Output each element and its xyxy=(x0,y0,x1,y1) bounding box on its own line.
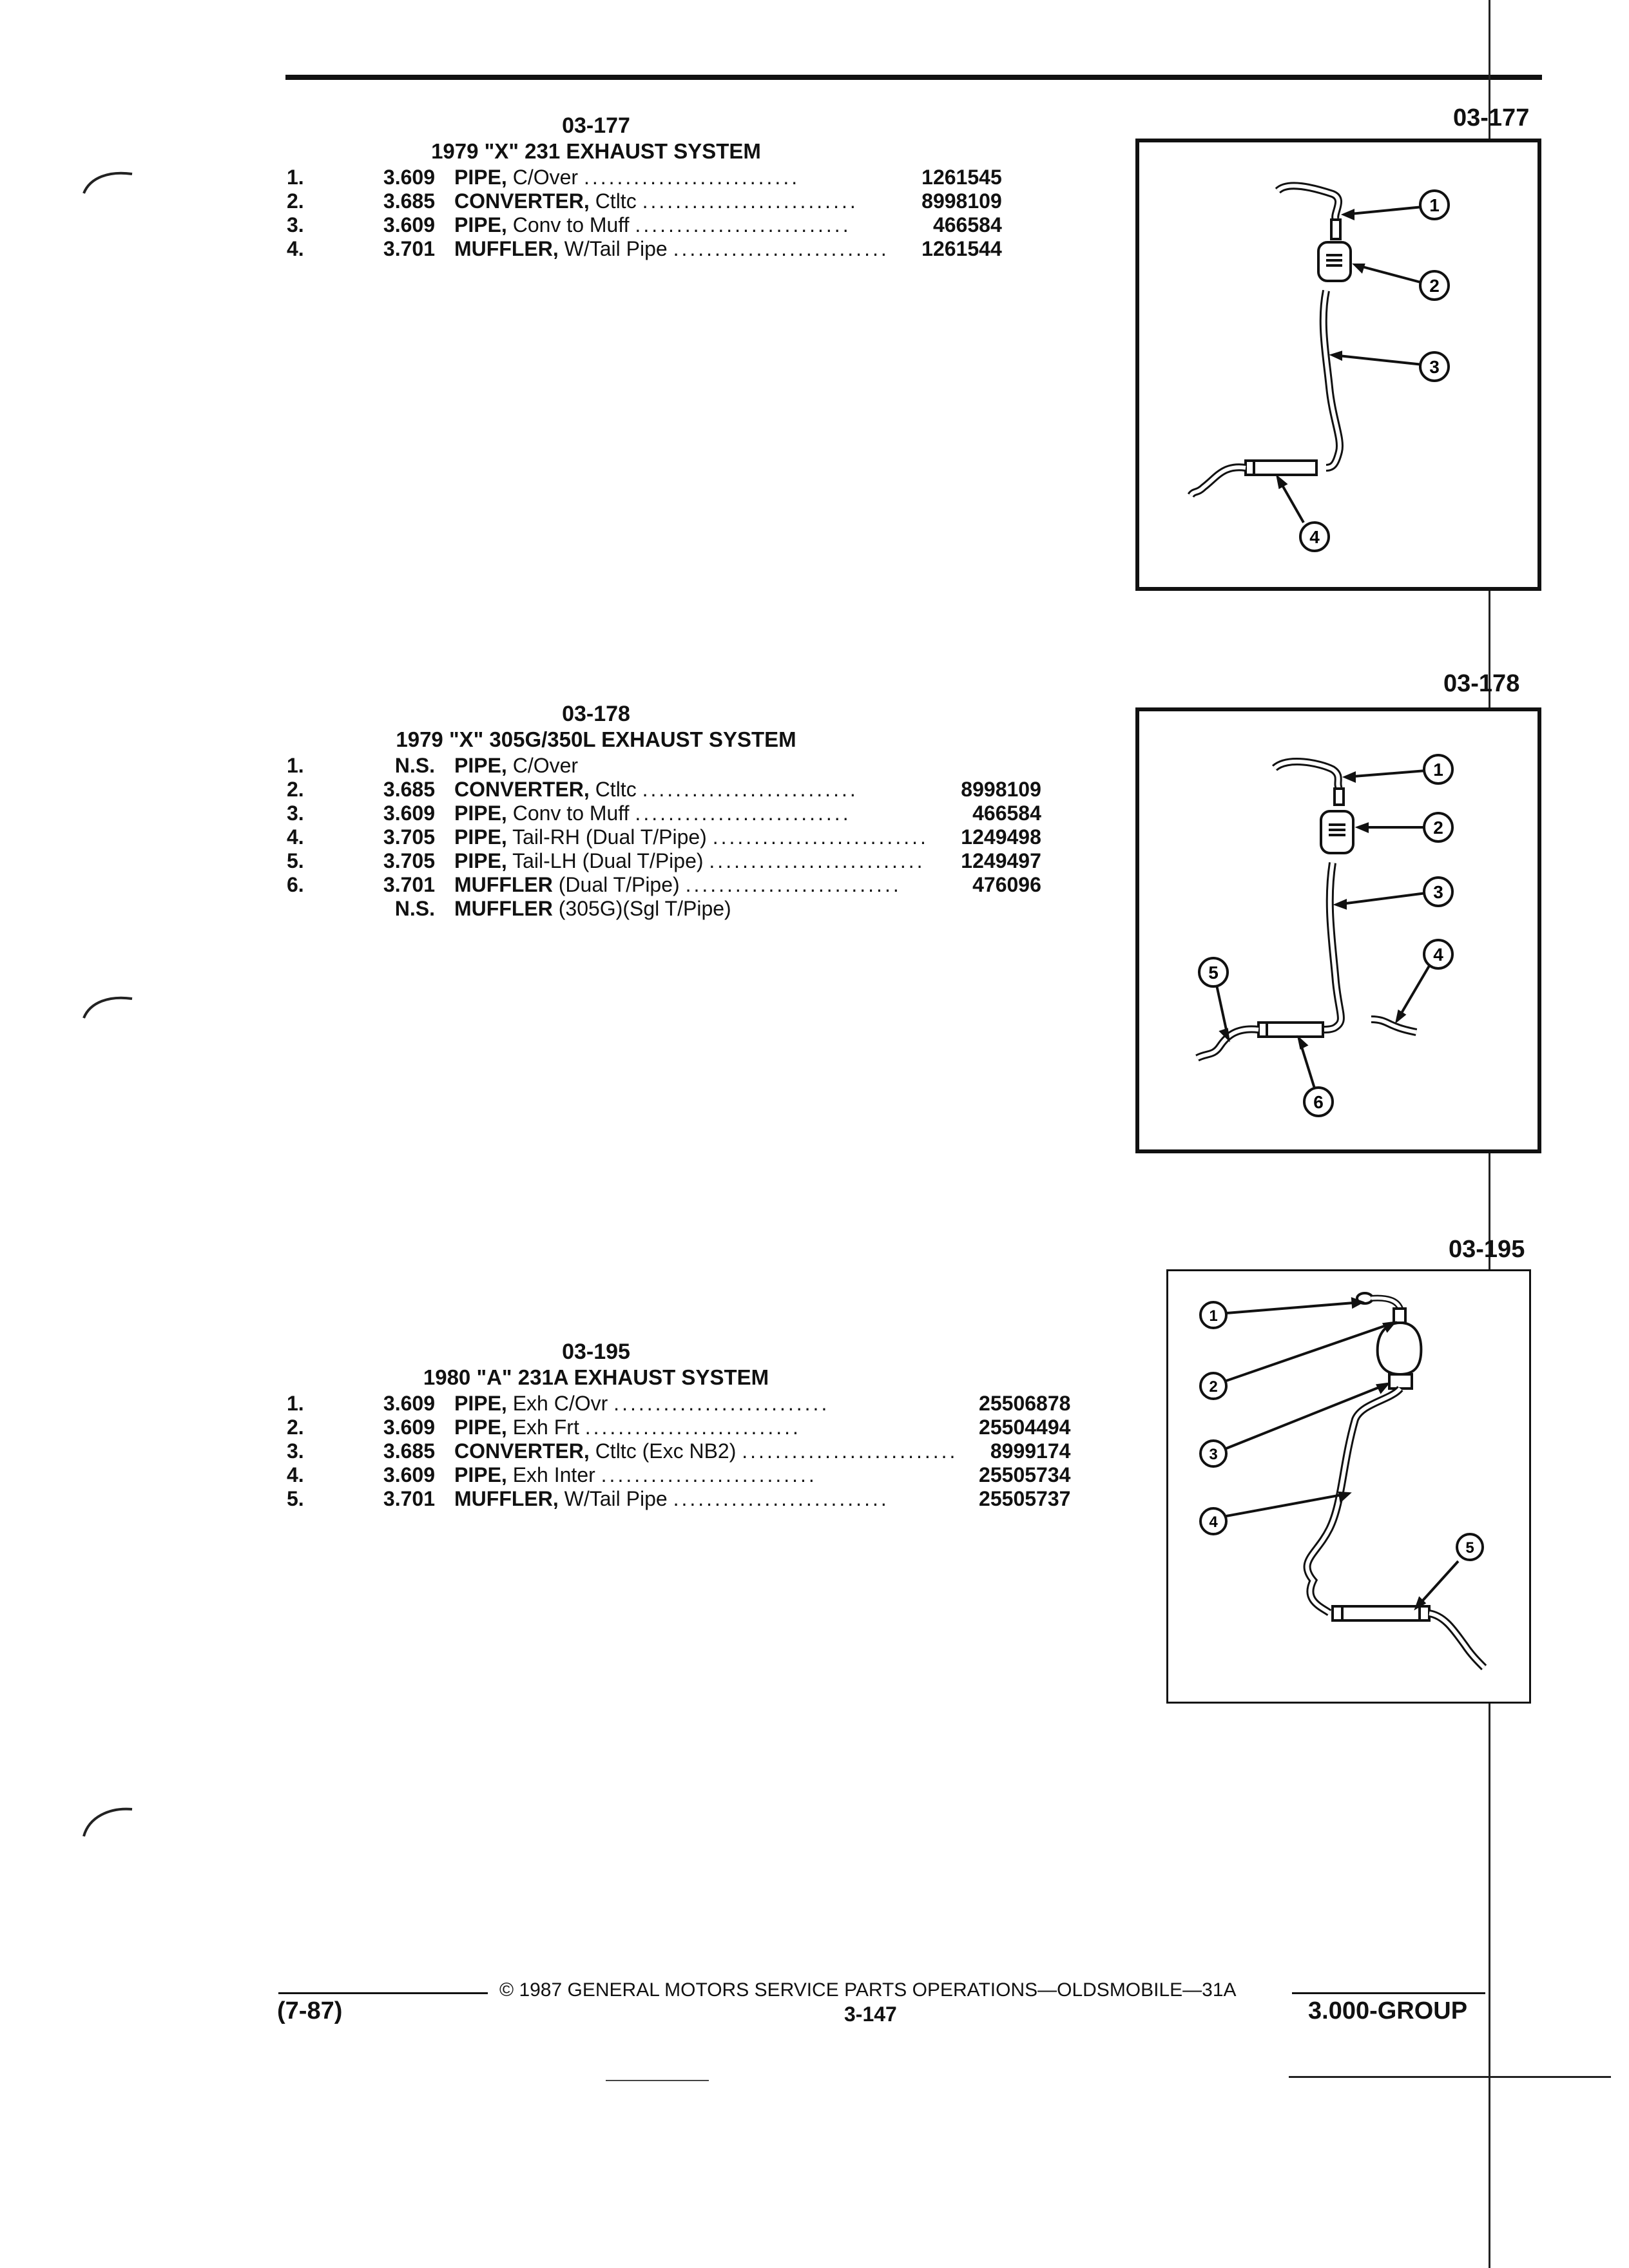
part-name: MUFFLER, xyxy=(454,1487,559,1510)
leader-dots: .......................... xyxy=(742,1439,958,1463)
part-description xyxy=(454,873,929,897)
svg-text:3: 3 xyxy=(1209,1446,1218,1463)
binding-mark xyxy=(77,986,142,1024)
part-name: PIPE, xyxy=(454,825,507,849)
part-row xyxy=(287,754,1041,778)
part-detail: Ctltc xyxy=(595,778,637,801)
part-number: 1261544 xyxy=(921,237,1002,260)
part-name: PIPE, xyxy=(454,802,507,825)
part-row xyxy=(287,1487,1070,1511)
part-description xyxy=(454,825,929,849)
part-description xyxy=(454,897,929,921)
part-number: 476096 xyxy=(972,873,1041,896)
leader-dots: .......................... xyxy=(712,825,929,849)
svg-text:3: 3 xyxy=(1433,882,1443,902)
parts-table xyxy=(287,166,1002,261)
section-03-177 xyxy=(271,113,1002,261)
figure-03-195 xyxy=(1166,1269,1531,1704)
part-detail: (Dual T/Pipe) xyxy=(558,873,680,896)
callout-5 xyxy=(1199,958,1228,986)
group-code: 3.685 xyxy=(383,189,435,213)
group-code: 3.705 xyxy=(383,849,435,872)
part-detail: C/Over xyxy=(512,754,579,777)
part-description xyxy=(454,802,929,825)
exhaust-diagram xyxy=(1139,711,1537,1149)
part-name: PIPE, xyxy=(454,754,507,777)
part-row xyxy=(287,189,1002,213)
binding-mark xyxy=(77,161,142,200)
parts-table xyxy=(287,1392,1070,1511)
exhaust-diagram xyxy=(1139,142,1537,587)
svg-text:4: 4 xyxy=(1309,527,1320,547)
leader-dots: .......................... xyxy=(583,166,800,189)
item-number: 4. xyxy=(287,825,304,849)
item-number xyxy=(287,897,342,921)
part-row xyxy=(287,825,1041,849)
svg-text:4: 4 xyxy=(1209,1514,1218,1531)
item-number: 2. xyxy=(287,189,304,213)
svg-text:6: 6 xyxy=(1313,1092,1324,1112)
part-name: MUFFLER xyxy=(454,873,553,896)
group-code: 3.609 xyxy=(383,166,435,189)
part-detail: Ctltc (Exc NB2) xyxy=(595,1439,737,1463)
part-number: 8998109 xyxy=(921,189,1002,213)
part-number: 25505737 xyxy=(979,1487,1071,1510)
footer-rule-right xyxy=(1292,1992,1485,1994)
footer-rule-left xyxy=(278,1992,488,1994)
figure-label: 03-178 xyxy=(1443,670,1520,697)
part-row xyxy=(287,1392,1070,1416)
group-code: N.S. xyxy=(394,754,435,777)
item-number: 4. xyxy=(287,237,304,260)
leader-dots: .......................... xyxy=(635,213,851,236)
part-name: CONVERTER, xyxy=(454,189,590,213)
svg-text:5: 5 xyxy=(1208,963,1219,983)
part-number: 466584 xyxy=(932,213,1002,236)
part-detail: Conv to Muff xyxy=(512,802,630,825)
item-number: 6. xyxy=(287,873,304,896)
part-number: 1261545 xyxy=(921,166,1002,189)
copyright-text: © 1987 GENERAL MOTORS SERVICE PARTS OPERATIONS—OLDSMOBILE—31A xyxy=(499,1979,1237,2001)
top-rule xyxy=(285,75,1542,80)
callout-1 xyxy=(1424,755,1452,783)
callout-3 xyxy=(1424,878,1452,906)
part-number: 25506878 xyxy=(979,1392,1071,1415)
group-label: 3.000-GROUP xyxy=(1308,1997,1468,2024)
section-title: 1979 "X" 305G/350L EXHAUST SYSTEM xyxy=(396,727,796,751)
part-detail: Exh C/Ovr xyxy=(512,1392,608,1415)
svg-text:1: 1 xyxy=(1209,1307,1218,1325)
exhaust-diagram xyxy=(1168,1271,1529,1702)
callout-3 xyxy=(1420,352,1449,381)
leader-dots: .......................... xyxy=(642,778,858,801)
figure-03-177 xyxy=(1135,139,1541,591)
section-code: 03-195 xyxy=(562,1340,630,1364)
part-description xyxy=(454,213,889,237)
svg-text:2: 2 xyxy=(1433,818,1443,838)
part-name: MUFFLER, xyxy=(454,237,559,260)
binding-mark xyxy=(77,1791,142,1843)
callout-1 xyxy=(1200,1302,1226,1328)
item-number: 4. xyxy=(287,1463,304,1486)
item-number: 2. xyxy=(287,778,304,801)
part-row xyxy=(287,213,1002,237)
item-number: 1. xyxy=(287,1392,304,1415)
part-description xyxy=(454,1487,958,1511)
bottom-mark xyxy=(606,2080,709,2081)
part-number: 25504494 xyxy=(979,1416,1071,1439)
part-detail: Exh Frt xyxy=(512,1416,579,1439)
section-title: 1980 "A" 231A EXHAUST SYSTEM xyxy=(423,1365,769,1389)
group-code: N.S. xyxy=(394,897,435,920)
part-number: 25505734 xyxy=(979,1463,1071,1486)
part-name: CONVERTER, xyxy=(454,1439,590,1463)
callout-5 xyxy=(1457,1534,1483,1560)
item-number: 3. xyxy=(287,1439,304,1463)
item-number: 5. xyxy=(287,849,304,872)
group-code: 3.701 xyxy=(383,1487,435,1510)
svg-text:1: 1 xyxy=(1429,195,1440,215)
part-row xyxy=(287,849,1041,873)
part-description xyxy=(454,1392,958,1416)
item-number: 5. xyxy=(287,1487,304,1510)
part-detail: Ctltc xyxy=(595,189,637,213)
item-number: 1. xyxy=(287,166,304,189)
section-code: 03-178 xyxy=(562,702,630,726)
part-number xyxy=(929,897,1041,921)
leader-dots: .......................... xyxy=(673,1487,889,1510)
part-description xyxy=(454,849,929,873)
leader-dots: .......................... xyxy=(635,802,851,825)
group-code: 3.685 xyxy=(383,1439,435,1463)
part-detail: (305G)(Sgl T/Pipe) xyxy=(558,897,731,920)
parts-table xyxy=(287,754,1041,921)
part-row xyxy=(287,778,1041,802)
svg-text:2: 2 xyxy=(1429,276,1440,296)
callout-4 xyxy=(1200,1508,1226,1534)
section-03-195 xyxy=(271,1339,1070,1511)
part-name: PIPE, xyxy=(454,1463,507,1486)
part-detail: Conv to Muff xyxy=(512,213,630,236)
part-row xyxy=(287,897,1041,921)
callout-3 xyxy=(1200,1441,1226,1466)
item-number: 1. xyxy=(287,754,304,777)
leader-dots: .......................... xyxy=(613,1392,830,1415)
group-code: 3.685 xyxy=(383,778,435,801)
part-row xyxy=(287,802,1041,825)
callout-6 xyxy=(1304,1088,1333,1116)
svg-text:2: 2 xyxy=(1209,1378,1218,1396)
part-description xyxy=(454,189,889,213)
bottom-rule xyxy=(1289,2076,1611,2078)
part-description xyxy=(454,237,889,261)
part-row xyxy=(287,1439,1070,1463)
figure-03-178 xyxy=(1135,707,1541,1153)
callout-2 xyxy=(1420,271,1449,300)
part-detail: C/Over xyxy=(512,166,579,189)
item-number: 3. xyxy=(287,213,304,236)
part-row xyxy=(287,1463,1070,1487)
group-code: 3.701 xyxy=(383,873,435,896)
part-number xyxy=(929,754,1041,778)
part-detail: W/Tail Pipe xyxy=(564,1487,668,1510)
leader-dots: .......................... xyxy=(709,849,925,872)
part-description xyxy=(454,754,929,778)
group-code: 3.609 xyxy=(383,1416,435,1439)
part-detail: Tail-LH (Dual T/Pipe) xyxy=(512,849,704,872)
part-number: 8999174 xyxy=(990,1439,1071,1463)
part-number: 1249497 xyxy=(961,849,1041,872)
part-description xyxy=(454,1416,958,1439)
part-name: PIPE, xyxy=(454,1416,507,1439)
group-code: 3.609 xyxy=(383,802,435,825)
part-row xyxy=(287,237,1002,261)
svg-text:3: 3 xyxy=(1429,357,1440,377)
part-detail: Exh Inter xyxy=(512,1463,595,1486)
item-number: 2. xyxy=(287,1416,304,1439)
part-row xyxy=(287,166,1002,189)
leader-dots: .......................... xyxy=(685,873,901,896)
page-number: 3-147 xyxy=(844,2003,897,2026)
part-number: 466584 xyxy=(972,802,1041,825)
item-number: 3. xyxy=(287,802,304,825)
svg-text:1: 1 xyxy=(1433,760,1443,780)
part-name: PIPE, xyxy=(454,1392,507,1415)
section-code: 03-177 xyxy=(562,113,630,138)
group-code: 3.701 xyxy=(383,237,435,260)
group-code: 3.609 xyxy=(383,1463,435,1486)
part-row xyxy=(287,1416,1070,1439)
group-code: 3.609 xyxy=(383,213,435,236)
revision-date: (7-87) xyxy=(277,1997,343,2024)
part-number: 8998109 xyxy=(961,778,1041,801)
part-number: 1249498 xyxy=(961,825,1041,849)
part-description xyxy=(454,166,889,189)
figure-label: 03-177 xyxy=(1453,104,1530,131)
leader-dots: .......................... xyxy=(584,1416,801,1439)
part-description xyxy=(454,1463,958,1487)
part-detail: W/Tail Pipe xyxy=(564,237,668,260)
part-name: MUFFLER xyxy=(454,897,553,920)
part-description xyxy=(454,1439,958,1463)
callout-2 xyxy=(1424,813,1452,841)
leader-dots: .......................... xyxy=(673,237,889,260)
callout-2 xyxy=(1200,1373,1226,1399)
group-code: 3.609 xyxy=(383,1392,435,1415)
section-03-178 xyxy=(271,701,1041,921)
callout-4 xyxy=(1300,523,1329,551)
leader-dots: .......................... xyxy=(601,1463,817,1486)
leader-dots: .......................... xyxy=(642,189,858,213)
part-row xyxy=(287,873,1041,897)
part-name: CONVERTER, xyxy=(454,778,590,801)
section-title: 1979 "X" 231 EXHAUST SYSTEM xyxy=(431,139,761,163)
part-name: PIPE, xyxy=(454,166,507,189)
part-name: PIPE, xyxy=(454,849,507,872)
callout-4 xyxy=(1424,940,1452,968)
svg-text:5: 5 xyxy=(1465,1539,1474,1557)
part-name: PIPE, xyxy=(454,213,507,236)
svg-text:4: 4 xyxy=(1433,945,1443,965)
part-description xyxy=(454,778,929,802)
callout-1 xyxy=(1420,191,1449,219)
figure-label: 03-195 xyxy=(1449,1236,1525,1263)
part-detail: Tail-RH (Dual T/Pipe) xyxy=(512,825,707,849)
group-code: 3.705 xyxy=(383,825,435,849)
